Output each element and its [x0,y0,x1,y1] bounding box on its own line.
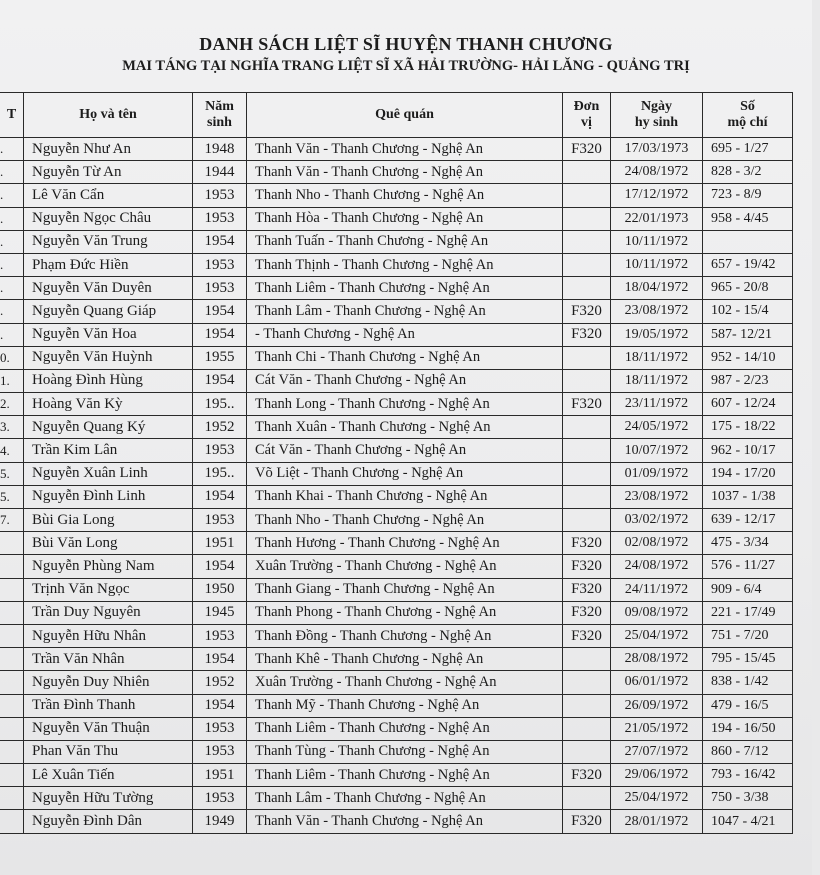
row-number-cell: . [0,300,24,323]
name-cell: Trần Văn Nhân [24,648,193,671]
death-date-cell: 10/11/1972 [611,253,703,276]
hometown-cell: Thanh Tùng - Thanh Chương - Nghệ An [247,740,563,763]
birth-year-cell: 1953 [193,439,247,462]
birth-year-cell: 1954 [193,694,247,717]
birth-year-cell: 1945 [193,601,247,624]
death-date-cell: 28/08/1972 [611,648,703,671]
grave-number-cell: 750 - 3/38 [703,787,793,810]
unit-cell [563,207,611,230]
hometown-cell: Cát Văn - Thanh Chương - Nghệ An [247,369,563,392]
unit-cell [563,509,611,532]
birth-year-cell: 1953 [193,624,247,647]
name-cell: Nguyễn Văn Huỳnh [24,346,193,369]
name-cell: Nguyễn Phùng Nam [24,555,193,578]
name-cell: Trần Kim Lân [24,439,193,462]
death-date-cell: 23/08/1972 [611,485,703,508]
hometown-cell: Thanh Đồng - Thanh Chương - Nghệ An [247,624,563,647]
row-number-cell: . [0,138,24,161]
name-cell: Nguyễn Duy Nhiên [24,671,193,694]
row-number-cell: . [0,323,24,346]
grave-number-cell: 194 - 17/20 [703,462,793,485]
table-row [0,277,793,300]
name-cell: Nguyễn Văn Trung [24,230,193,253]
row-number-cell: 0. [0,346,24,369]
unit-cell [563,485,611,508]
death-date-cell: 19/05/1972 [611,323,703,346]
table-row [0,323,793,346]
death-date-cell: 01/09/1972 [611,462,703,485]
grave-number-cell: 102 - 15/4 [703,300,793,323]
table-row [0,230,793,253]
header-unit: Đơn vị [563,93,611,138]
birth-year-cell: 1953 [193,207,247,230]
name-cell: Nguyễn Hữu Tường [24,787,193,810]
unit-cell [563,648,611,671]
name-cell: Nguyễn Quang Giáp [24,300,193,323]
name-cell: Nguyễn Văn Thuận [24,717,193,740]
name-cell: Nguyễn Đình Linh [24,485,193,508]
death-date-cell: 02/08/1972 [611,532,703,555]
birth-year-cell: 195.. [193,462,247,485]
row-number-cell: 1. [0,369,24,392]
hometown-cell: Thanh Xuân - Thanh Chương - Nghệ An [247,416,563,439]
name-cell: Nguyễn Hữu Nhân [24,624,193,647]
table-row [0,810,793,833]
grave-number-cell: 639 - 12/17 [703,509,793,532]
death-date-cell: 17/12/1972 [611,184,703,207]
grave-number-cell: 723 - 8/9 [703,184,793,207]
hometown-cell: Võ Liệt - Thanh Chương - Nghệ An [247,462,563,485]
table-row [0,462,793,485]
row-number-cell: 4. [0,439,24,462]
death-date-cell: 28/01/1972 [611,810,703,833]
death-date-cell: 06/01/1972 [611,671,703,694]
birth-year-cell: 1954 [193,230,247,253]
name-cell: Nguyễn Văn Duyên [24,277,193,300]
death-date-cell: 18/11/1972 [611,369,703,392]
document-title: DANH SÁCH LIỆT SĨ HUYỆN THANH CHƯƠNG [199,34,613,54]
name-cell: Bùi Văn Long [24,532,193,555]
death-date-cell: 17/03/1973 [611,138,703,161]
name-cell: Trần Duy Nguyên [24,601,193,624]
unit-cell: F320 [563,138,611,161]
unit-cell [563,671,611,694]
name-cell: Hoàng Văn Kỳ [24,393,193,416]
row-number-cell [0,740,24,763]
hometown-cell: Thanh Nho - Thanh Chương - Nghệ An [247,184,563,207]
death-date-cell: 29/06/1972 [611,764,703,787]
unit-cell [563,694,611,717]
row-number-cell [0,717,24,740]
table-row [0,624,793,647]
grave-number-cell: 965 - 20/8 [703,277,793,300]
header-name: Họ và tên [24,93,193,138]
table-row [0,509,793,532]
row-number-cell [0,648,24,671]
name-cell: Nguyễn Xuân Linh [24,462,193,485]
table-row [0,717,793,740]
grave-number-cell: 657 - 19/42 [703,253,793,276]
row-number-cell [0,532,24,555]
death-date-cell: 24/08/1972 [611,555,703,578]
table-row [0,184,793,207]
birth-year-cell: 1954 [193,648,247,671]
birth-year-cell: 1953 [193,509,247,532]
grave-number-cell: 194 - 16/50 [703,717,793,740]
death-date-cell: 10/07/1972 [611,439,703,462]
grave-number-cell: 607 - 12/24 [703,393,793,416]
birth-year-cell: 1954 [193,485,247,508]
table-row [0,439,793,462]
unit-cell: F320 [563,601,611,624]
name-cell: Trịnh Văn Ngọc [24,578,193,601]
unit-cell [563,416,611,439]
header-stt: T [0,93,24,138]
unit-cell [563,161,611,184]
row-number-cell: 3. [0,416,24,439]
death-date-cell: 25/04/1972 [611,624,703,647]
name-cell: Phạm Đức Hiền [24,253,193,276]
row-number-cell [0,578,24,601]
table-row [0,207,793,230]
grave-number-cell: 175 - 18/22 [703,416,793,439]
birth-year-cell: 1950 [193,578,247,601]
death-date-cell: 09/08/1972 [611,601,703,624]
grave-number-cell: 828 - 3/2 [703,161,793,184]
grave-number-cell: 987 - 2/23 [703,369,793,392]
hometown-cell: Thanh Nho - Thanh Chương - Nghệ An [247,509,563,532]
death-date-cell: 24/11/1972 [611,578,703,601]
unit-cell: F320 [563,624,611,647]
hometown-cell: Thanh Văn - Thanh Chương - Nghệ An [247,161,563,184]
death-date-cell: 22/01/1973 [611,207,703,230]
death-date-cell: 18/11/1972 [611,346,703,369]
birth-year-cell: 1952 [193,416,247,439]
unit-cell [563,230,611,253]
table-row [0,694,793,717]
name-cell: Nguyễn Từ An [24,161,193,184]
table-header-row [0,93,793,138]
birth-year-cell: 1954 [193,555,247,578]
header-grave-number: Số mộ chí [703,93,793,138]
table-row [0,161,793,184]
header-death-date: Ngày hy sinh [611,93,703,138]
table-row [0,369,793,392]
hometown-cell: Thanh Phong - Thanh Chương - Nghệ An [247,601,563,624]
unit-cell [563,253,611,276]
table-row [0,138,793,161]
grave-number-cell: 751 - 7/20 [703,624,793,647]
name-cell: Nguyễn Ngọc Châu [24,207,193,230]
table-row [0,393,793,416]
hometown-cell: Thanh Văn - Thanh Chương - Nghệ An [247,810,563,833]
birth-year-cell: 1954 [193,323,247,346]
grave-number-cell: 958 - 4/45 [703,207,793,230]
table-row [0,555,793,578]
birth-year-cell: 1953 [193,740,247,763]
hometown-cell: Cát Văn - Thanh Chương - Nghệ An [247,439,563,462]
grave-number-cell [703,230,793,253]
unit-cell: F320 [563,764,611,787]
row-number-cell: . [0,207,24,230]
hometown-cell: Thanh Hòa - Thanh Chương - Nghệ An [247,207,563,230]
hometown-cell: Thanh Tuấn - Thanh Chương - Nghệ An [247,230,563,253]
hometown-cell: Thanh Hương - Thanh Chương - Nghệ An [247,532,563,555]
row-number-cell: 5. [0,485,24,508]
death-date-cell: 24/08/1972 [611,161,703,184]
unit-cell: F320 [563,810,611,833]
death-date-cell: 03/02/1972 [611,509,703,532]
row-number-cell: 2. [0,393,24,416]
row-number-cell [0,787,24,810]
hometown-cell: Thanh Lâm - Thanh Chương - Nghệ An [247,787,563,810]
death-date-cell: 25/04/1972 [611,787,703,810]
birth-year-cell: 1955 [193,346,247,369]
unit-cell: F320 [563,578,611,601]
row-number-cell: . [0,230,24,253]
grave-number-cell: 1037 - 1/38 [703,485,793,508]
birth-year-cell: 1951 [193,764,247,787]
name-cell: Nguyễn Văn Hoa [24,323,193,346]
row-number-cell [0,671,24,694]
birth-year-cell: 1951 [193,532,247,555]
row-number-cell [0,555,24,578]
name-cell: Nguyễn Như An [24,138,193,161]
birth-year-cell: 1953 [193,717,247,740]
hometown-cell: Thanh Văn - Thanh Chương - Nghệ An [247,138,563,161]
death-date-cell: 23/08/1972 [611,300,703,323]
name-cell: Phan Văn Thu [24,740,193,763]
grave-number-cell: 221 - 17/49 [703,601,793,624]
unit-cell: F320 [563,532,611,555]
table-row [0,740,793,763]
name-cell: Nguyễn Quang Ký [24,416,193,439]
death-date-cell: 23/11/1972 [611,393,703,416]
name-cell: Trần Đình Thanh [24,694,193,717]
death-date-cell: 18/04/1972 [611,277,703,300]
name-cell: Bùi Gia Long [24,509,193,532]
table-row [0,787,793,810]
header-hometown: Quê quán [247,93,563,138]
hometown-cell: Thanh Khê - Thanh Chương - Nghệ An [247,648,563,671]
table-row [0,253,793,276]
name-cell: Nguyễn Đình Dân [24,810,193,833]
unit-cell [563,439,611,462]
row-number-cell: . [0,253,24,276]
hometown-cell: Thanh Khai - Thanh Chương - Nghệ An [247,485,563,508]
unit-cell [563,369,611,392]
birth-year-cell: 1944 [193,161,247,184]
name-cell: Hoàng Đình Hùng [24,369,193,392]
unit-cell: F320 [563,323,611,346]
birth-year-cell: 1953 [193,253,247,276]
name-cell: Lê Văn Cẩn [24,184,193,207]
grave-number-cell: 952 - 14/10 [703,346,793,369]
header-birth: Năm sinh [193,93,247,138]
birth-year-cell: 1954 [193,369,247,392]
table-row [0,300,793,323]
table-row [0,485,793,508]
birth-year-cell: 195.. [193,393,247,416]
unit-cell [563,346,611,369]
grave-number-cell: 838 - 1/42 [703,671,793,694]
table-row [0,671,793,694]
birth-year-cell: 1953 [193,277,247,300]
hometown-cell: Thanh Long - Thanh Chương - Nghệ An [247,393,563,416]
unit-cell [563,717,611,740]
unit-cell: F320 [563,393,611,416]
table-row [0,648,793,671]
table-row [0,764,793,787]
row-number-cell: 7. [0,509,24,532]
unit-cell: F320 [563,555,611,578]
grave-number-cell: 909 - 6/4 [703,578,793,601]
hometown-cell: Thanh Thịnh - Thanh Chương - Nghệ An [247,253,563,276]
birth-year-cell: 1949 [193,810,247,833]
row-number-cell [0,624,24,647]
death-date-cell: 26/09/1972 [611,694,703,717]
unit-cell [563,787,611,810]
grave-number-cell: 793 - 16/42 [703,764,793,787]
row-number-cell: . [0,161,24,184]
hometown-cell: Xuân Trường - Thanh Chương - Nghệ An [247,555,563,578]
unit-cell [563,277,611,300]
birth-year-cell: 1948 [193,138,247,161]
table-row [0,578,793,601]
grave-number-cell: 795 - 15/45 [703,648,793,671]
grave-number-cell: 962 - 10/17 [703,439,793,462]
grave-number-cell: 479 - 16/5 [703,694,793,717]
martyrs-table [0,92,793,834]
document-subtitle: MAI TÁNG TẠI NGHĨA TRANG LIỆT SĨ XÃ HẢI TRƯỜNG- HẢI LĂNG - QUẢNG TRỊ [122,58,690,74]
birth-year-cell: 1954 [193,300,247,323]
unit-cell [563,184,611,207]
birth-year-cell: 1952 [193,671,247,694]
grave-number-cell: 860 - 7/12 [703,740,793,763]
unit-cell [563,740,611,763]
hometown-cell: Thanh Liêm - Thanh Chương - Nghệ An [247,277,563,300]
table-row [0,416,793,439]
death-date-cell: 21/05/1972 [611,717,703,740]
row-number-cell [0,810,24,833]
grave-number-cell: 587- 12/21 [703,323,793,346]
hometown-cell: Thanh Mỹ - Thanh Chương - Nghệ An [247,694,563,717]
row-number-cell: . [0,184,24,207]
death-date-cell: 10/11/1972 [611,230,703,253]
hometown-cell: Thanh Giang - Thanh Chương - Nghệ An [247,578,563,601]
table-row [0,346,793,369]
grave-number-cell: 1047 - 4/21 [703,810,793,833]
table-row [0,601,793,624]
unit-cell [563,462,611,485]
death-date-cell: 27/07/1972 [611,740,703,763]
hometown-cell: - Thanh Chương - Nghệ An [247,323,563,346]
hometown-cell: Thanh Lâm - Thanh Chương - Nghệ An [247,300,563,323]
grave-number-cell: 475 - 3/34 [703,532,793,555]
name-cell: Lê Xuân Tiến [24,764,193,787]
hometown-cell: Thanh Liêm - Thanh Chương - Nghệ An [247,764,563,787]
grave-number-cell: 576 - 11/27 [703,555,793,578]
table-row [0,532,793,555]
row-number-cell [0,764,24,787]
death-date-cell: 24/05/1972 [611,416,703,439]
row-number-cell: . [0,277,24,300]
row-number-cell [0,601,24,624]
hometown-cell: Thanh Liêm - Thanh Chương - Nghệ An [247,717,563,740]
hometown-cell: Thanh Chi - Thanh Chương - Nghệ An [247,346,563,369]
unit-cell: F320 [563,300,611,323]
row-number-cell: 5. [0,462,24,485]
grave-number-cell: 695 - 1/27 [703,138,793,161]
row-number-cell [0,694,24,717]
birth-year-cell: 1953 [193,787,247,810]
birth-year-cell: 1953 [193,184,247,207]
hometown-cell: Xuân Trường - Thanh Chương - Nghệ An [247,671,563,694]
